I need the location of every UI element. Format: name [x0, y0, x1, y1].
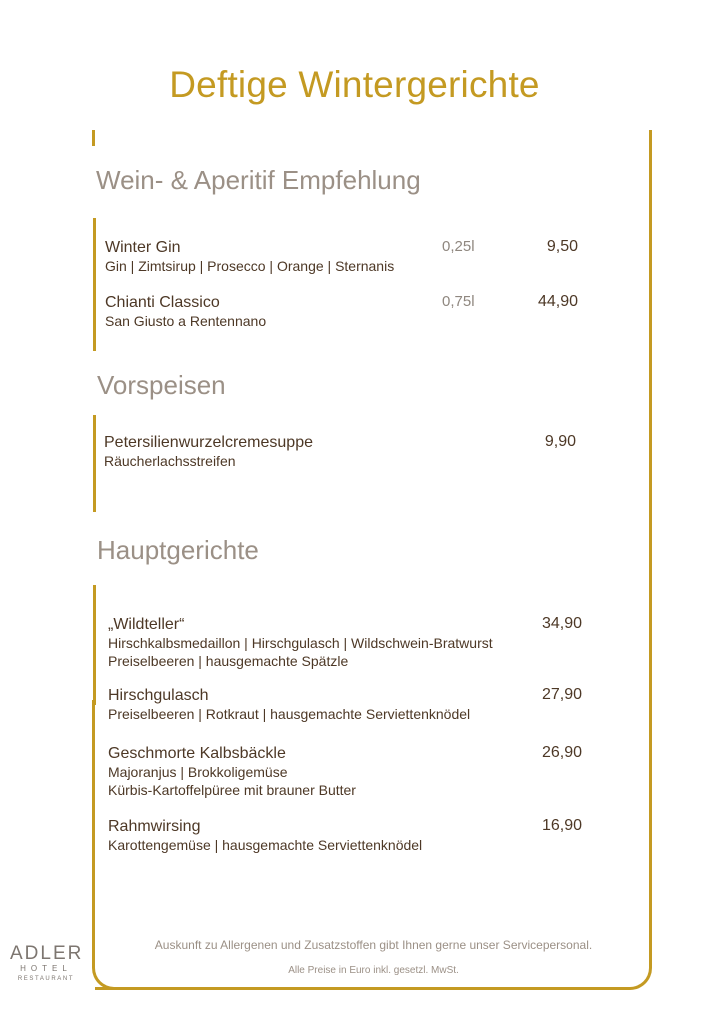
- section-bar-mains: [93, 585, 96, 705]
- item-price: 9,90: [544, 433, 576, 450]
- menu-item: [105, 293, 266, 330]
- item-description: San Giusto a Rentennano: [105, 313, 267, 329]
- item-name: Petersilienwurzelcremesuppe: [104, 434, 313, 451]
- frame-tick: [92, 130, 95, 146]
- logo-line-restaurant: RESTAURANT: [17, 976, 75, 982]
- logo-line-hotel: HOTEL: [20, 964, 72, 973]
- item-volume: 0,25l: [442, 238, 475, 255]
- adler-logo: [10, 944, 82, 984]
- item-description: Preiselbeeren | Rotkraut | hausgemachte Serviettenknödel: [108, 706, 471, 722]
- item-price: 34,90: [541, 615, 582, 632]
- menu-item: [105, 238, 394, 275]
- allergen-note: Auskunft zu Allergenen und Zusatzstoffen gibt Ihnen gerne unser Servicepersonal.: [154, 938, 593, 952]
- item-price: 44,90: [537, 293, 578, 310]
- item-price: 9,50: [546, 238, 578, 255]
- item-name: Geschmorte Kalbsbäckle: [108, 745, 286, 762]
- section-title-starters: Vorspeisen: [97, 370, 226, 400]
- logo-line-adler: ADLER: [10, 943, 84, 964]
- item-price: 27,90: [541, 686, 582, 703]
- item-description: Preiselbeeren | hausgemachte Spätzle: [108, 653, 349, 669]
- item-description: Kürbis-Kartoffelpüree mit brauner Butter: [108, 782, 356, 798]
- section-title-wine: Wein- & Aperitif Empfehlung: [96, 165, 421, 195]
- item-description: Räucherlachsstreifen: [104, 453, 236, 469]
- item-name: „Wildteller“: [108, 616, 185, 633]
- menu-item: [108, 686, 470, 723]
- menu-item: [108, 615, 493, 670]
- item-description: Hirschkalbsmedaillon | Hirschgulasch | Wildschwein-Bratwurst: [108, 635, 493, 651]
- item-description: Gin | Zimtsirup | Prosecco | Orange | Sternanis: [105, 258, 395, 274]
- item-price: 26,90: [541, 744, 582, 761]
- item-description: Karottengemüse | hausgemachte Serviettenknödel: [108, 837, 423, 853]
- item-description: Majoranjus | Brokkoligemüse: [108, 764, 288, 780]
- section-title-mains: Hauptgerichte: [97, 535, 259, 565]
- section-bar-wine: [93, 218, 96, 351]
- item-name: Winter Gin: [105, 239, 181, 256]
- item-price: 16,90: [541, 817, 582, 834]
- item-name: Hirschgulasch: [108, 687, 209, 704]
- menu-item: [108, 817, 422, 854]
- item-name: Chianti Classico: [105, 294, 220, 311]
- price-note: Alle Preise in Euro inkl. gesetzl. MwSt.: [288, 965, 459, 976]
- menu-item: [104, 433, 313, 470]
- item-volume: 0,75l: [442, 293, 475, 310]
- menu-item: [108, 744, 356, 799]
- item-name: Rahmwirsing: [108, 818, 201, 835]
- menu-title: Deftige Wintergerichte: [169, 64, 540, 105]
- section-bar-starters: [93, 415, 96, 512]
